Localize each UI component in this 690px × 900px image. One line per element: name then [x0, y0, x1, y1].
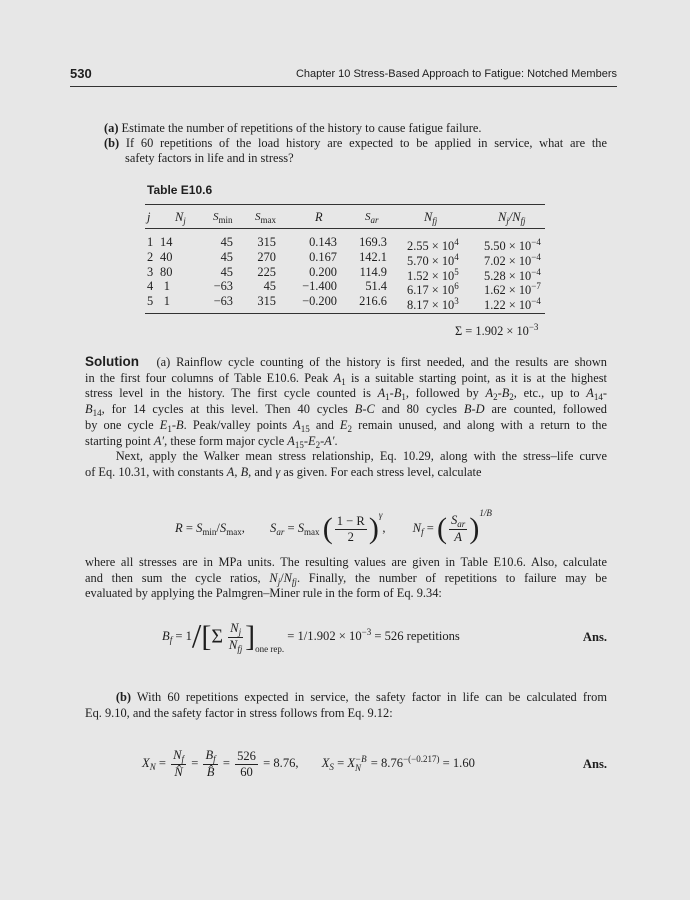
- text-run: N: [283, 570, 292, 585]
- text-run: remain unused, and along with a return to the: [351, 417, 607, 432]
- table-cell: $6.17 \times 10^6$: [407, 281, 459, 298]
- text-run: (a) Rainflow cycle counting of the history is first needed, and the results are shown: [139, 355, 607, 369]
- table-cell: 169.3: [359, 235, 387, 249]
- text-run: -: [389, 386, 394, 401]
- text-run: 1: [385, 392, 390, 403]
- text-run: , these form major cycle: [164, 433, 288, 448]
- text-line: [85, 370, 607, 386]
- table-cell: 5: [147, 294, 154, 309]
- text-line: [85, 401, 607, 417]
- text-run: in the first four columns of Table E10.6. Peak: [85, 370, 334, 385]
- question-a: [104, 120, 481, 136]
- text-run: B: [85, 402, 93, 417]
- text-run: B: [240, 464, 249, 479]
- text-run: fj: [291, 576, 297, 587]
- table-cell: 4: [147, 279, 154, 294]
- text-run: B: [463, 402, 472, 417]
- question-b: [104, 135, 607, 151]
- col-nfj: $N_{fj}$: [424, 210, 438, 226]
- equation-safety-factors-row: [142, 748, 607, 780]
- equation-safety-factors: $X_N$ = $\frac{N_f}{N̂}$ = $\frac{B_f}{B̂}$ = $\frac{526}{60}$ = 8.76, $X_S = X$ −B N = $8.76^{-(-0.217)} = 1.60$: [142, 748, 475, 779]
- col-r: R: [315, 210, 323, 224]
- col-j: j: [147, 210, 151, 224]
- text-run: 1: [401, 392, 406, 403]
- text-run: A: [293, 417, 301, 432]
- text-run: With 60 repetitions expected in service, the safety factor in life can be calculated from: [130, 690, 607, 704]
- text-line: [85, 385, 607, 401]
- col-sar: $S_{ar}$: [365, 211, 379, 225]
- text-run: γ: [275, 464, 281, 479]
- text-run: B: [176, 417, 184, 432]
- text-run: E: [339, 417, 348, 432]
- text-line: [85, 554, 607, 570]
- table-cell: $2.55 \times 10^4$: [407, 237, 459, 253]
- text-run: B: [354, 402, 363, 417]
- text-line: [85, 705, 393, 721]
- table-sum: $\Sigma = 1.902 \times 10^{-3}$: [455, 322, 539, 338]
- text-run: Solution: [85, 354, 139, 369]
- table-cell: $8.17 \times 10^3$: [407, 296, 459, 313]
- table-cell: 40: [160, 249, 173, 264]
- table-cell: 1: [163, 294, 170, 309]
- text-run: N: [269, 570, 278, 585]
- table-cell: 0.143: [309, 235, 337, 249]
- text-run: -: [320, 433, 325, 448]
- text-run: -: [362, 402, 367, 417]
- text-line: [85, 448, 607, 464]
- text-run: A′: [324, 433, 335, 448]
- text-run: 1: [341, 376, 346, 387]
- text-run: -: [303, 433, 309, 448]
- text-run: 15: [294, 439, 304, 450]
- page-number: 530: [70, 66, 92, 81]
- text-run: -: [497, 386, 502, 401]
- text-run: evaluated by applying the Palmgren–Miner rule in the form of Eq. 9.34:: [85, 586, 442, 601]
- text-run: and: [309, 417, 340, 432]
- table-cell: 45: [220, 235, 233, 249]
- text-run: -: [171, 417, 177, 432]
- text-run: D: [475, 402, 485, 417]
- table-cell: $5.70 \times 10^4$: [407, 251, 459, 268]
- text-run: E: [308, 433, 316, 448]
- text-run: Next, apply the Walker mean stress relationship, Eq. 10.29, along with the stress–life curve: [85, 449, 607, 464]
- text-run: A: [333, 370, 342, 385]
- table-cell: 0.200: [309, 264, 337, 279]
- equation-palmgren-miner: $B_f = 1/[\Sigma$ $\frac{N_j}{N_{fj}}$ ]$_{one rep.} = 1/1.902 \times 10^{-3} = 526$ repetitions: [162, 618, 460, 655]
- text-run: B: [393, 386, 402, 401]
- text-run: 2: [509, 392, 514, 403]
- text-line: [85, 570, 607, 586]
- table-cell: 14: [160, 235, 173, 249]
- table-cell: 80: [160, 264, 173, 279]
- text-run: A: [226, 464, 235, 479]
- text-run: . Peak/valley points: [183, 417, 294, 432]
- table-cell: −1.400: [302, 279, 337, 294]
- text-run: and 80 cycles: [374, 402, 464, 417]
- table-cell: 270: [257, 249, 276, 264]
- col-smax: $S_{max}$: [255, 211, 276, 225]
- table-cell: 0.167: [309, 249, 337, 264]
- text-run: -: [602, 386, 608, 401]
- text-run: ,: [234, 464, 241, 479]
- text-run: Eq. 9.10, and the safety factor in stress follows from Eq. 9.12:: [85, 705, 393, 720]
- text-run: starting point: [85, 433, 154, 448]
- text-run: A: [586, 386, 594, 401]
- text-run: 14: [593, 392, 603, 403]
- question-b-cont: [125, 150, 294, 166]
- text-run: 2: [347, 423, 352, 434]
- table-cell: 315: [257, 235, 276, 249]
- text-run: 2: [315, 439, 321, 450]
- table-cell: 3: [147, 264, 154, 279]
- col-smin: $S_{min}$: [213, 211, 233, 225]
- table-cell: −0.200: [302, 294, 337, 309]
- text-run: B: [501, 386, 510, 401]
- table-top-rule: [145, 204, 545, 205]
- table-cell: 142.1: [359, 249, 387, 264]
- text-run: .: [334, 433, 338, 448]
- table-cell: 1: [147, 235, 154, 249]
- table-cell: −63: [213, 279, 233, 294]
- answer-label: Ans.: [582, 629, 607, 644]
- text-run: 1: [167, 423, 172, 434]
- text-run: (a): [104, 121, 119, 135]
- table-cell: $1.52 \times 10^5$: [407, 266, 459, 283]
- table-cell: 216.6: [359, 294, 387, 309]
- running-header: Chapter 10 Stress-Based Approach to Fatigue: Notched Members: [295, 68, 617, 80]
- text-run: stress level in the history. The first cycle counted is: [85, 386, 378, 401]
- col-ratio: $N_j/N_{fj}$: [498, 210, 526, 226]
- equation-walker: $R = S_{min}/S_{max}$, $S_{ar} = S_{max}$ ( $\frac{1 - R}{2}$ )$^\gamma$, $N_f$ = ( $\frac{S_{ar}}{A}$ )$^{1/B}$: [175, 508, 492, 546]
- text-run: as given. For each stress level, calculate: [280, 464, 482, 479]
- text-line: [85, 417, 607, 433]
- text-run: , etc., up to: [513, 386, 587, 401]
- text-run: If 60 repetitions of the load history are expected to be applied in service, what are the: [119, 136, 607, 150]
- text-run: C: [366, 402, 375, 417]
- text-run: (b): [115, 690, 131, 704]
- text-run: j: [277, 576, 281, 587]
- answer-label: Ans.: [582, 756, 607, 771]
- text-run: 15: [300, 423, 310, 434]
- text-run: Estimate the number of repetitions of the history to cause fatigue failure.: [118, 121, 482, 135]
- col-nj: $N_j$: [175, 210, 186, 226]
- text-run: E: [159, 417, 168, 432]
- table-cell: 1: [163, 279, 170, 294]
- text-run: is a suitable starting point, as it is at the highest: [345, 370, 607, 385]
- text-run: A: [485, 386, 494, 401]
- equation-palmgren-miner-row: [162, 618, 607, 656]
- table-cell: $5.28 \times 10^{-4}$: [484, 266, 541, 283]
- table-cell: 315: [257, 294, 276, 309]
- text-line: [85, 354, 607, 370]
- text-run: [85, 690, 116, 704]
- text-run: A: [377, 386, 386, 401]
- text-run: /: [280, 570, 284, 585]
- table-cell: $7.02 \times 10^{-4}$: [484, 251, 541, 268]
- table-cell: 2: [147, 249, 154, 264]
- table-cell: $1.22 \times 10^{-4}$: [484, 296, 541, 313]
- text-run: A: [287, 433, 295, 448]
- table-cell: 225: [257, 264, 276, 279]
- table-cell: 114.9: [359, 264, 387, 279]
- table-cell: $5.50 \times 10^{-4}$: [484, 237, 541, 253]
- table-cell: $1.62 \times 10^{-7}$: [484, 281, 541, 298]
- text-run: , and: [248, 464, 276, 479]
- text-run: , for 14 cycles at this level. Then 40 cycles: [101, 402, 355, 417]
- header-divider: [70, 86, 617, 87]
- table-cell: 45: [220, 264, 233, 279]
- text-line: [85, 464, 482, 480]
- text-run: 2: [493, 392, 498, 403]
- table-cell: −63: [213, 294, 233, 309]
- table-header-rule: [145, 228, 545, 229]
- text-line: [85, 689, 607, 705]
- text-run: safety factors in life and in stress?: [125, 151, 294, 165]
- text-line: [85, 433, 338, 449]
- text-run: 14: [92, 408, 102, 419]
- text-run: and then sum the cycle ratios,: [85, 570, 270, 585]
- text-run: . Finally, the number of repetitions to failure may be: [296, 570, 607, 585]
- text-run: , followed by: [405, 386, 486, 401]
- text-run: -: [471, 402, 476, 417]
- text-line: [85, 585, 442, 601]
- text-run: where all stresses are in MPa units. The resulting values are given in Table E10.6. Also, calculate: [85, 555, 607, 569]
- table-cell: 45: [263, 279, 276, 294]
- table-title: Table E10.6: [147, 183, 213, 197]
- table-bottom-rule: [145, 313, 545, 314]
- text-run: of Eq. 10.31, with constants: [85, 464, 227, 479]
- text-run: (b): [104, 136, 120, 150]
- table-cell: 45: [220, 249, 233, 264]
- text-run: A′: [153, 433, 165, 448]
- text-run: are counted, followed: [484, 402, 607, 417]
- text-run: by one cycle: [85, 417, 160, 432]
- table-cell: 51.4: [365, 279, 387, 294]
